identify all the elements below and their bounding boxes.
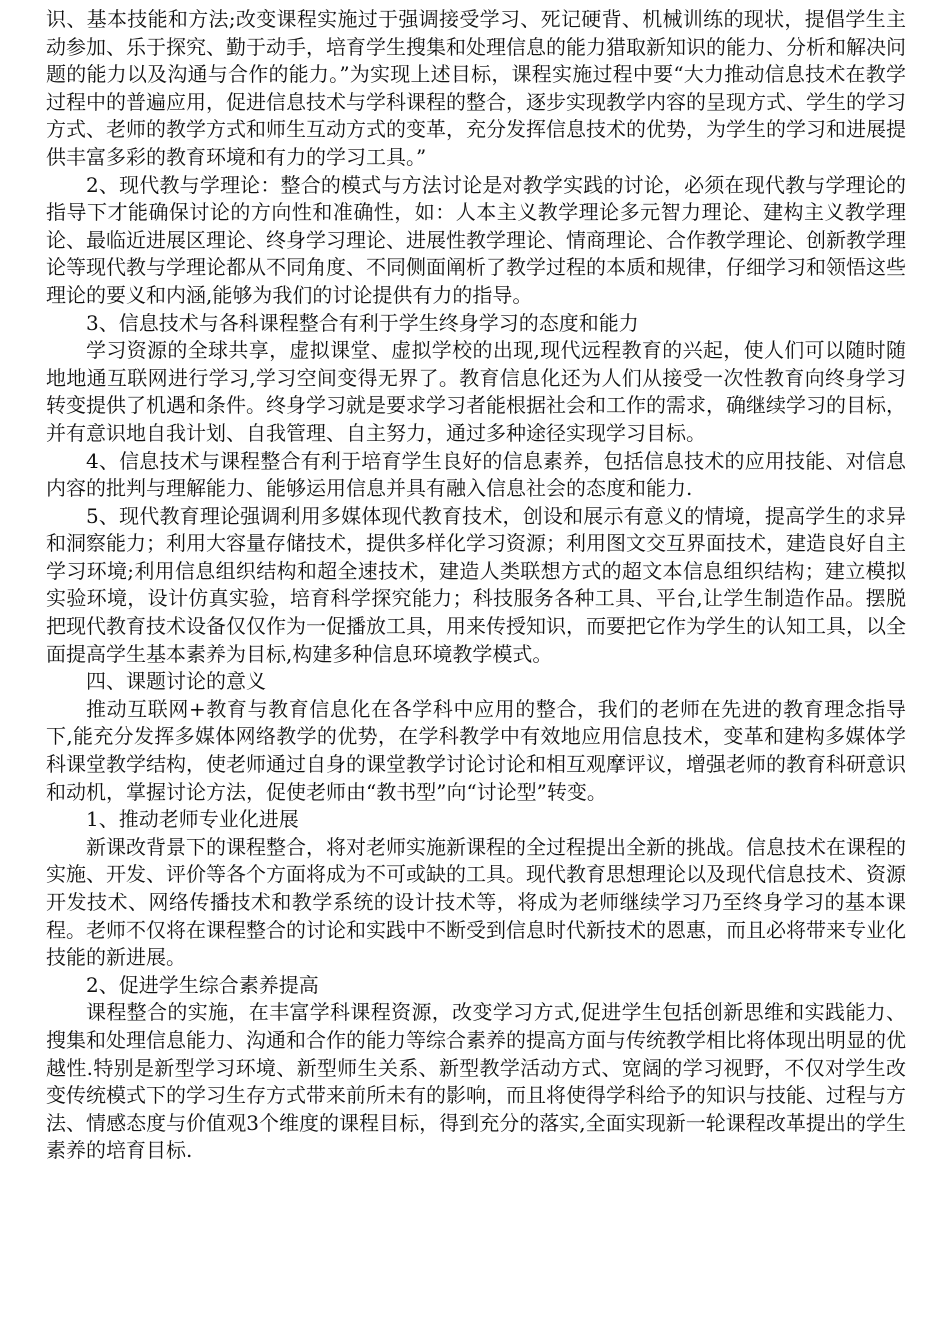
paragraph-modern-theory: 2、现代教与学理论：整合的模式与方法讨论是对教学实践的讨论，必须在现代教与学理论的指导下才能确保讨论的方向性和准确性，如：人本主义教学理论多元智力理论、建构主义教学理论、最临近进展区理论、终身学习理论、进展性教学理论、情商理论、合作教学理论、创新教学理论等现代教与学理论都从不同角度、不同侧面阐析了教学过程的本质和规律，仔细学习和领悟这些理论的要义和内涵,能够为我们的讨论提供有力的指导。	[46, 172, 906, 307]
paragraph-resource-sharing: 学习资源的全球共享，虚拟课堂、虚拟学校的出现,现代远程教育的兴起，使人们可以随时随地地通互联网进行学习,学习空间变得无界了。教育信息化还为人们从接受一次性教育向终身学习转变提供了机遇和条件。终身学习就是要求学习者能根据社会和工作的需求，确继续学习的目标，并有意识地自我计划、自我管理、自主努力，通过多种途径实现学习目标。	[46, 338, 906, 445]
paragraph-significance: 推动互联网+教育与教育信息化在各学科中应用的整合，我们的老师在先进的教育理念指导下,能充分发挥多媒体网络教学的优势，在学科教学中有效地应用信息技术，变革和建构多媒体学科课堂教学结构，使老师通过自身的课堂教学讨论讨论和相互观摩评议，增强老师的教育科研意识和动机，掌握讨论方法，促使老师由“教书型”向“讨论型”转变。	[46, 696, 906, 804]
paragraph-multimedia-technology: 5、现代教育理论强调利用多媒体现代教育技术，创设和展示有意义的情境，提高学生的求异和洞察能力；利用大容量存储技术，提供多样化学习资源；利用图文交互界面技术，建造良好自主学习环境;利用信息组织结构和超全速技术，建造人类联想方式的超文本信息组织结构；建立模拟实验环境，设计仿真实验，培育科学探究能力；科技服务各种工具、平台,让学生制造作品。摆脱把现代教育技术设备仅仅作为一促播放工具，用来传授知识，而要把它作为学生的认知工具，以全面提高学生基本素养为目标,构建多种信息环境教学模式。	[46, 503, 906, 666]
subheading-student-literacy: 2、促进学生综合素养提高	[86, 972, 319, 997]
paragraph-teacher-development: 新课改背景下的课程整合，将对老师实施新课程的全过程提出全新的挑战。信息技术在课程的实施、开发、评价等各个方面将成为不可或缺的工具。现代教育思想理论以及现代信息技术、资源开发技术、网络传播技术和教学系统的设计技术等，将成为老师继续学习乃至终身学习的基本课程。老师不仅将在课程整合的讨论和实践中不断受到信息时代新技术的恩惠，而且必将带来专业化技能的新进展。	[46, 834, 906, 970]
subheading-teacher-development: 1、推动老师专业化进展	[86, 807, 299, 832]
paragraph-student-literacy: 课程整合的实施，在丰富学科课程资源，改变学习方式,促进学生包括创新思维和实践能力、搜集和处理信息能力、沟通和合作的能力等综合素养的提高方面与传统教学相比将体现出明显的优越性.特别是新型学习环境、新型师生关系、新型教学活动方式、宽阔的学习视野，不仅对学生改变传统模式下的学习生存方式带来前所未有的影响，而且将使得学科给予的知识与技能、过程与方法、情感态度与价值观3个维度的课程目标，得到充分的落实,全面实现新一轮课程改革提出的学生素养的培育目标.	[46, 1000, 906, 1163]
paragraph-information-literacy: 4、信息技术与课程整合有利于培育学生良好的信息素养，包括信息技术的应用技能、对信息内容的批判与理解能力、能够运用信息并具有融入信息社会的态度和能力.	[46, 448, 906, 501]
document-page	[46, 6, 906, 1165]
section-heading-significance: 四、课题讨论的意义	[86, 669, 266, 694]
paragraph-intro-continued: 识、基本技能和方法;改变课程实施过于强调接受学习、死记硬背、机械训练的现状，提倡学生主动参加、乐于探究、勤于动手，培育学生搜集和处理信息的能力猎取新知识的能力、分析和解决问题的能力以及沟通与合作的能力。”为实现上述目标，课程实施过程中要“大力推动信息技术在教学过程中的普遍应用，促进信息技术与学科课程的整合，逐步实现教学内容的呈现方式、学生的学习方式、老师的教学方式和师生互动方式的变革，充分发挥信息技术的优势，为学生的学习和进展提供丰富多彩的教育环境和有力的学习工具。”	[46, 7, 906, 169]
subheading-lifelong-learning: 3、信息技术与各科课程整合有利于学生终身学习的态度和能力	[86, 310, 639, 335]
